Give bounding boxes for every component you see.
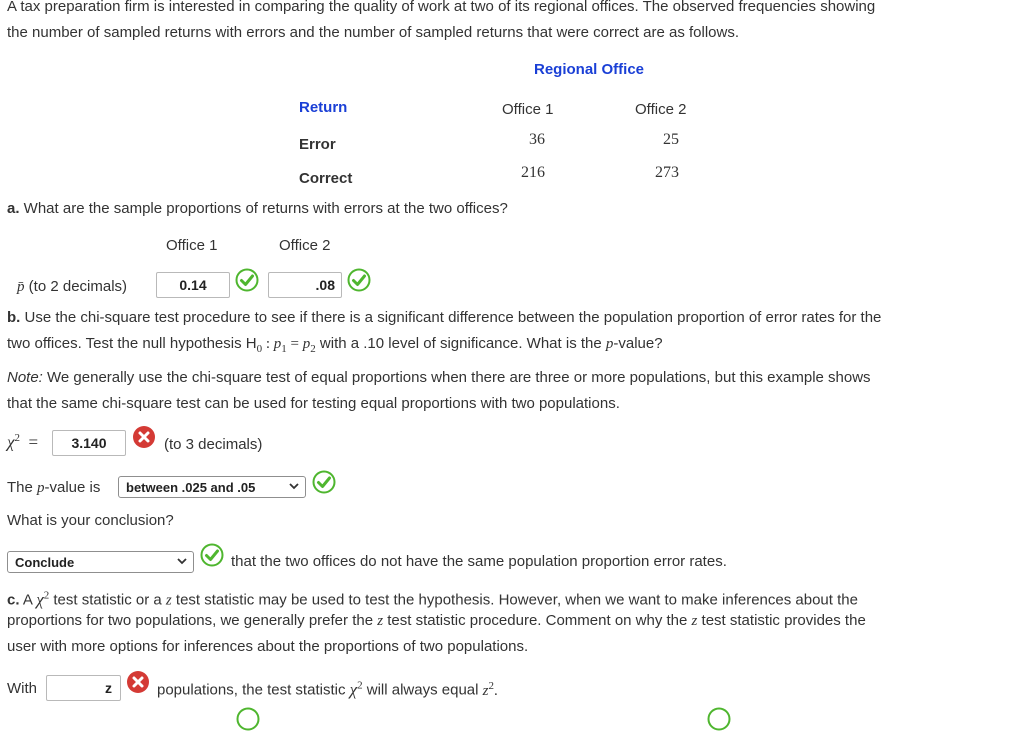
- table-cell-correct-office1: 216: [521, 164, 545, 181]
- p-symbol: p: [605, 336, 614, 352]
- part-b-line-2-b: with a .10 level of significance. What is the: [315, 335, 606, 352]
- part-c-line-1-a: A: [19, 591, 37, 609]
- part-a-col-office2: Office 2: [279, 237, 331, 254]
- pvalue-label: [7, 479, 100, 497]
- correct-check-icon: [347, 268, 371, 292]
- office2-proportion-input[interactable]: .08: [268, 272, 342, 298]
- correct-check-icon: [707, 707, 731, 731]
- correct-check-icon: [312, 470, 336, 494]
- part-b-line-1: [7, 305, 881, 331]
- part-a-col-office1: Office 1: [166, 237, 218, 254]
- p-bar-hint: (to 2 decimals): [28, 278, 128, 295]
- z-symbol: z: [165, 592, 172, 609]
- chi-square-symbol: $\chi^2$: [349, 679, 363, 699]
- pvalue-label-b: -value is: [44, 479, 101, 496]
- pvalue-select-value: between .025 and .05: [126, 479, 256, 495]
- part-b-line-2-a: two offices. Test the null hypothesis H: [7, 335, 257, 352]
- table-cell-correct-office2: 273: [655, 164, 679, 181]
- p-bar-symbol: p̄: [17, 279, 25, 295]
- part-c-prefix: c.: [7, 591, 20, 609]
- part-c-final-a: populations, the test statistic: [157, 681, 350, 699]
- p-symbol: p: [37, 480, 45, 496]
- part-c-line-2: [7, 608, 866, 634]
- part-a-question-text: What are the sample proportions of returns with errors at the two offices?: [19, 200, 508, 217]
- correct-check-icon: [200, 543, 224, 567]
- incorrect-x-icon: [126, 670, 150, 694]
- table-cell-error-office1: 36: [529, 131, 545, 148]
- conclusion-text: that the two offices do not have the same population proportion error rates.: [231, 553, 727, 570]
- null-hypothesis-formula: $_0$ : $p_1 = p_2$: [256, 336, 316, 355]
- with-count-input[interactable]: z: [46, 675, 121, 701]
- part-c-final-line: [157, 679, 498, 700]
- intro-line-1: A tax preparation firm is interested in comparing the quality of work at two of its regional offices. The observed frequencies showing: [7, 0, 876, 15]
- chi-square-label: $\chi^2$ =: [7, 432, 39, 452]
- part-b-line-2: [7, 331, 663, 362]
- z-symbol: z: [377, 613, 384, 629]
- chi-square-hint: (to 3 decimals): [164, 436, 263, 453]
- note-line-2: that the same chi-square test can be used for testing equal proportions with two populations.: [7, 395, 620, 412]
- office1-proportion-input[interactable]: 0.14: [156, 272, 230, 298]
- conclusion-select[interactable]: [7, 551, 194, 573]
- note-line-1: [7, 365, 871, 391]
- incorrect-x-icon: [132, 425, 156, 449]
- z-symbol: z: [691, 613, 698, 629]
- conclusion-select-value: Conclude: [15, 554, 75, 570]
- chi-square-input[interactable]: 3.140: [52, 430, 126, 456]
- table-col-office2: Office 2: [635, 101, 687, 118]
- pvalue-select[interactable]: [118, 476, 306, 498]
- chevron-down-icon: [176, 555, 188, 567]
- chi-square-symbol: $\chi^2$: [36, 589, 50, 609]
- chevron-down-icon: [288, 480, 300, 492]
- conclusion-question: What is your conclusion?: [7, 512, 174, 529]
- note-label: Note:: [7, 369, 43, 386]
- intro-line-2: the number of sampled returns with errors and the number of sampled returns that were correct are as follows.: [7, 24, 740, 41]
- note-line-1-text: We generally use the chi-square test of equal proportions when there are three or more populations, but this example shows: [42, 369, 871, 386]
- table-col-office1: Office 1: [502, 101, 554, 118]
- part-c-line-3: user with more options for inferences about the proportions of two populations.: [7, 638, 529, 655]
- correct-check-icon: [235, 268, 259, 292]
- part-c-line-2-b: test statistic procedure. Comment on why the: [383, 612, 692, 629]
- table-cell-error-office2: 25: [663, 131, 679, 148]
- p-bar-row-label: [17, 278, 127, 296]
- part-c-line-1-c: test statistic may be used to test the hypothesis. However, when we want to make inferences about the: [171, 591, 858, 609]
- part-c-line-2-c: test statistic provides the: [697, 612, 866, 629]
- with-label: With: [7, 680, 37, 697]
- pvalue-label-a: The: [7, 479, 38, 496]
- correct-check-icon: [236, 707, 260, 731]
- part-b-line-1-text: Use the chi-square test procedure to see if there is a significant difference between the population proportion of error rates for the: [20, 309, 882, 326]
- table-row-label-correct: Correct: [299, 170, 353, 187]
- table-row-label-error: Error: [299, 136, 336, 153]
- z-squared-symbol: $z^2$.: [482, 679, 498, 699]
- table-group-header: Regional Office: [534, 61, 645, 78]
- part-c-final-b: will always equal: [362, 681, 483, 699]
- part-b-line-2-c: -value?: [613, 335, 663, 352]
- part-c-line-2-a: proportions for two populations, we generally prefer the: [7, 612, 378, 629]
- part-a-prefix: a.: [7, 200, 20, 217]
- table-row-header: Return: [299, 99, 348, 116]
- part-b-prefix: b.: [7, 309, 21, 326]
- part-c-line-1-b: test statistic or a: [49, 591, 166, 609]
- part-a-question: [7, 196, 508, 222]
